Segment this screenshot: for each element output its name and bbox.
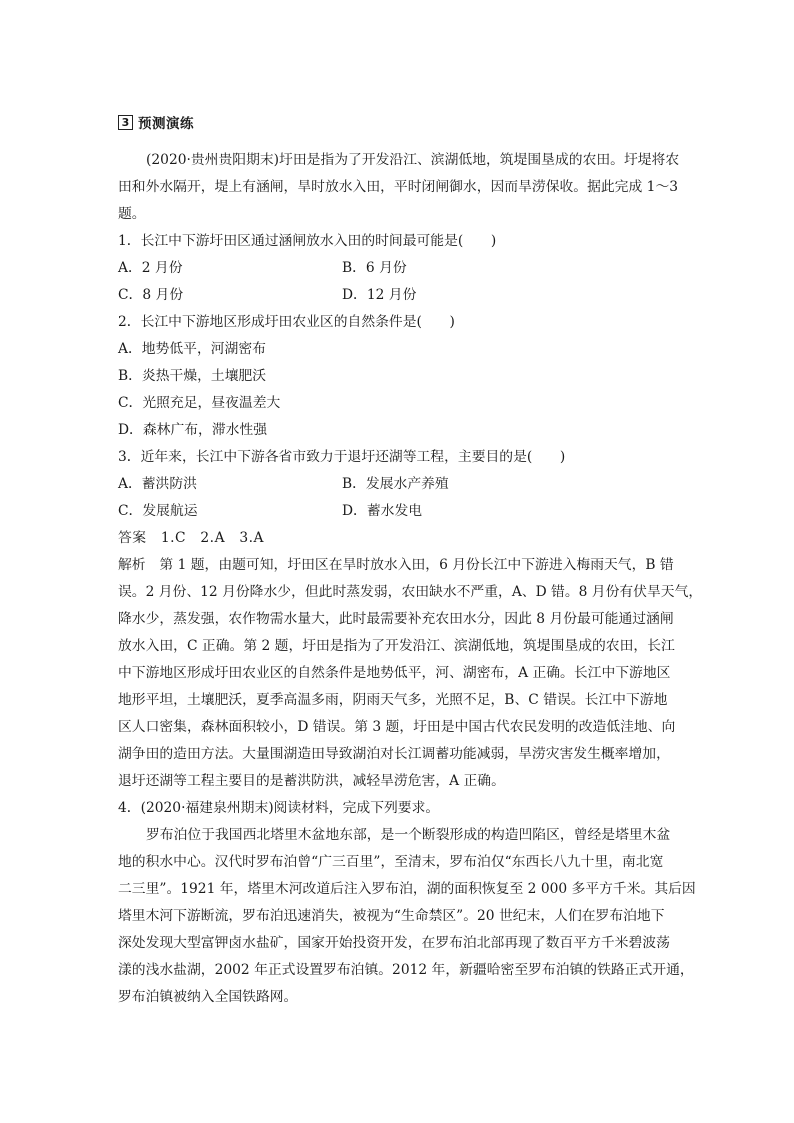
option-d: D．蓄水发电 xyxy=(342,503,423,519)
question-3 xyxy=(118,444,678,525)
option-d: D．森林广布，滞水性强 xyxy=(118,422,268,438)
material-line: 罗布泊镇被纳入全国铁路网。 xyxy=(118,989,298,1005)
answer-line xyxy=(118,525,678,552)
question-2 xyxy=(118,309,678,444)
intro-paragraph xyxy=(118,147,678,228)
material-line: 罗布泊位于我国西北塔里木盆地东部，是一个断裂形成的构造凹陷区，曾经是塔里木盆 xyxy=(146,827,671,843)
intro-line: (2020·贵州贵阳期末)圩田是指为了开发沿江、滨湖低地，筑堤围垦成的农田。圩堤将农 xyxy=(146,152,680,168)
question-stem: 3．近年来，长江中下游各省市致力于退圩还湖等工程，主要目的是( ) xyxy=(118,449,566,465)
intro-line: 田和外水隔开，堤上有涵闸，旱时放水入田，平时闭闸御水，因而旱涝保收。据此完成 1～3 xyxy=(118,179,679,195)
question-stem: 2．长江中下游地区形成圩田农业区的自然条件是( ) xyxy=(118,314,455,330)
option-b: B．发展水产养殖 xyxy=(342,476,449,492)
analysis-line: 解析 第 1 题，由题可知，圩田区在旱时放水入田，6 月份长江中下游进入梅雨天气，B 错 xyxy=(118,557,674,573)
analysis-line: 中下游地区形成圩田农业区的自然条件是地势低平，河、湖密布，A 正确。长江中下游地区 xyxy=(118,665,671,681)
intro-line: 题。 xyxy=(118,206,146,222)
question-1 xyxy=(118,228,678,309)
option-a: A．蓄洪防洪 xyxy=(118,476,197,492)
question-stem: 4．(2020·福建泉州期末)阅读材料，完成下列要求。 xyxy=(118,800,440,816)
material-line: 二三里”。1921 年，塔里木河改道后注入罗布泊，湖的面积恢复至 2 000 多平方千米。其后因 xyxy=(118,881,696,897)
section-header xyxy=(118,113,194,131)
option-a: A．2 月份 xyxy=(118,260,183,276)
analysis-line: 湖争田的造田方法。大量围湖造田导致湖泊对长江调蓄功能减弱，旱涝灾害发生概率增加， xyxy=(118,746,670,762)
analysis-line: 退圩还湖等工程主要目的是蓄洪防洪，减轻旱涝危害，A 正确。 xyxy=(118,773,505,789)
option-b: B．6 月份 xyxy=(342,260,407,276)
analysis-line: 区人口密集，森林面积较小，D 错误。第 3 题，圩田是中国古代农民发明的改造低洼地、向 xyxy=(118,719,676,735)
analysis-line: 误。2 月份、12 月份降水少，但此时蒸发弱，农田缺水不严重，A、D 错。8 月份有伏旱天气， xyxy=(118,584,703,600)
option-c: C．8 月份 xyxy=(118,287,184,303)
analysis-line: 降水少，蒸发强，农作物需水量大，此时最需要补充农田水分，因此 8 月份最可能通过涵闸 xyxy=(118,611,674,627)
option-d: D．12 月份 xyxy=(342,287,417,303)
answer-text: 答案 1.C 2.A 3.A xyxy=(118,530,264,546)
section-number-badge: 3 xyxy=(118,115,133,130)
question-4 xyxy=(118,795,696,1011)
option-c: C．发展航运 xyxy=(118,503,198,519)
material-line: 地的积水中心。汉代时罗布泊曾“广三百里”，至清末，罗布泊仅“东西长八九十里，南北宽 xyxy=(118,854,664,870)
analysis-paragraph xyxy=(118,552,703,795)
option-a: A．地势低平，河湖密布 xyxy=(118,341,266,357)
option-b: B．炎热干燥，土壤肥沃 xyxy=(118,368,267,384)
material-line: 深处发现大型富钾卤水盐矿，国家开始投资开发，在罗布泊北部再现了数百平方千米碧波荡 xyxy=(118,935,670,951)
analysis-line: 地形平坦，土壤肥沃，夏季高温多雨，阴雨天气多，光照不足，B、C 错误。长江中下游地 xyxy=(118,692,668,708)
material-line: 漾的浅水盐湖，2002 年正式设置罗布泊镇。2012 年，新疆哈密至罗布泊镇的铁路正式开通， xyxy=(118,962,694,978)
option-c: C．光照充足，昼夜温差大 xyxy=(118,395,281,411)
analysis-line: 放水入田，C 正确。第 2 题，圩田是指为了开发沿江、滨湖低地，筑堤围垦成的农田，长江 xyxy=(118,638,675,654)
section-title: 预测演练 xyxy=(138,116,194,132)
question-stem: 1．长江中下游圩田区通过涵闸放水入田的时间最可能是( ) xyxy=(118,233,497,249)
material-line: 塔里木河下游断流，罗布泊迅速消失，被视为“生命禁区”。20 世纪末，人们在罗布泊地下 xyxy=(118,908,665,924)
